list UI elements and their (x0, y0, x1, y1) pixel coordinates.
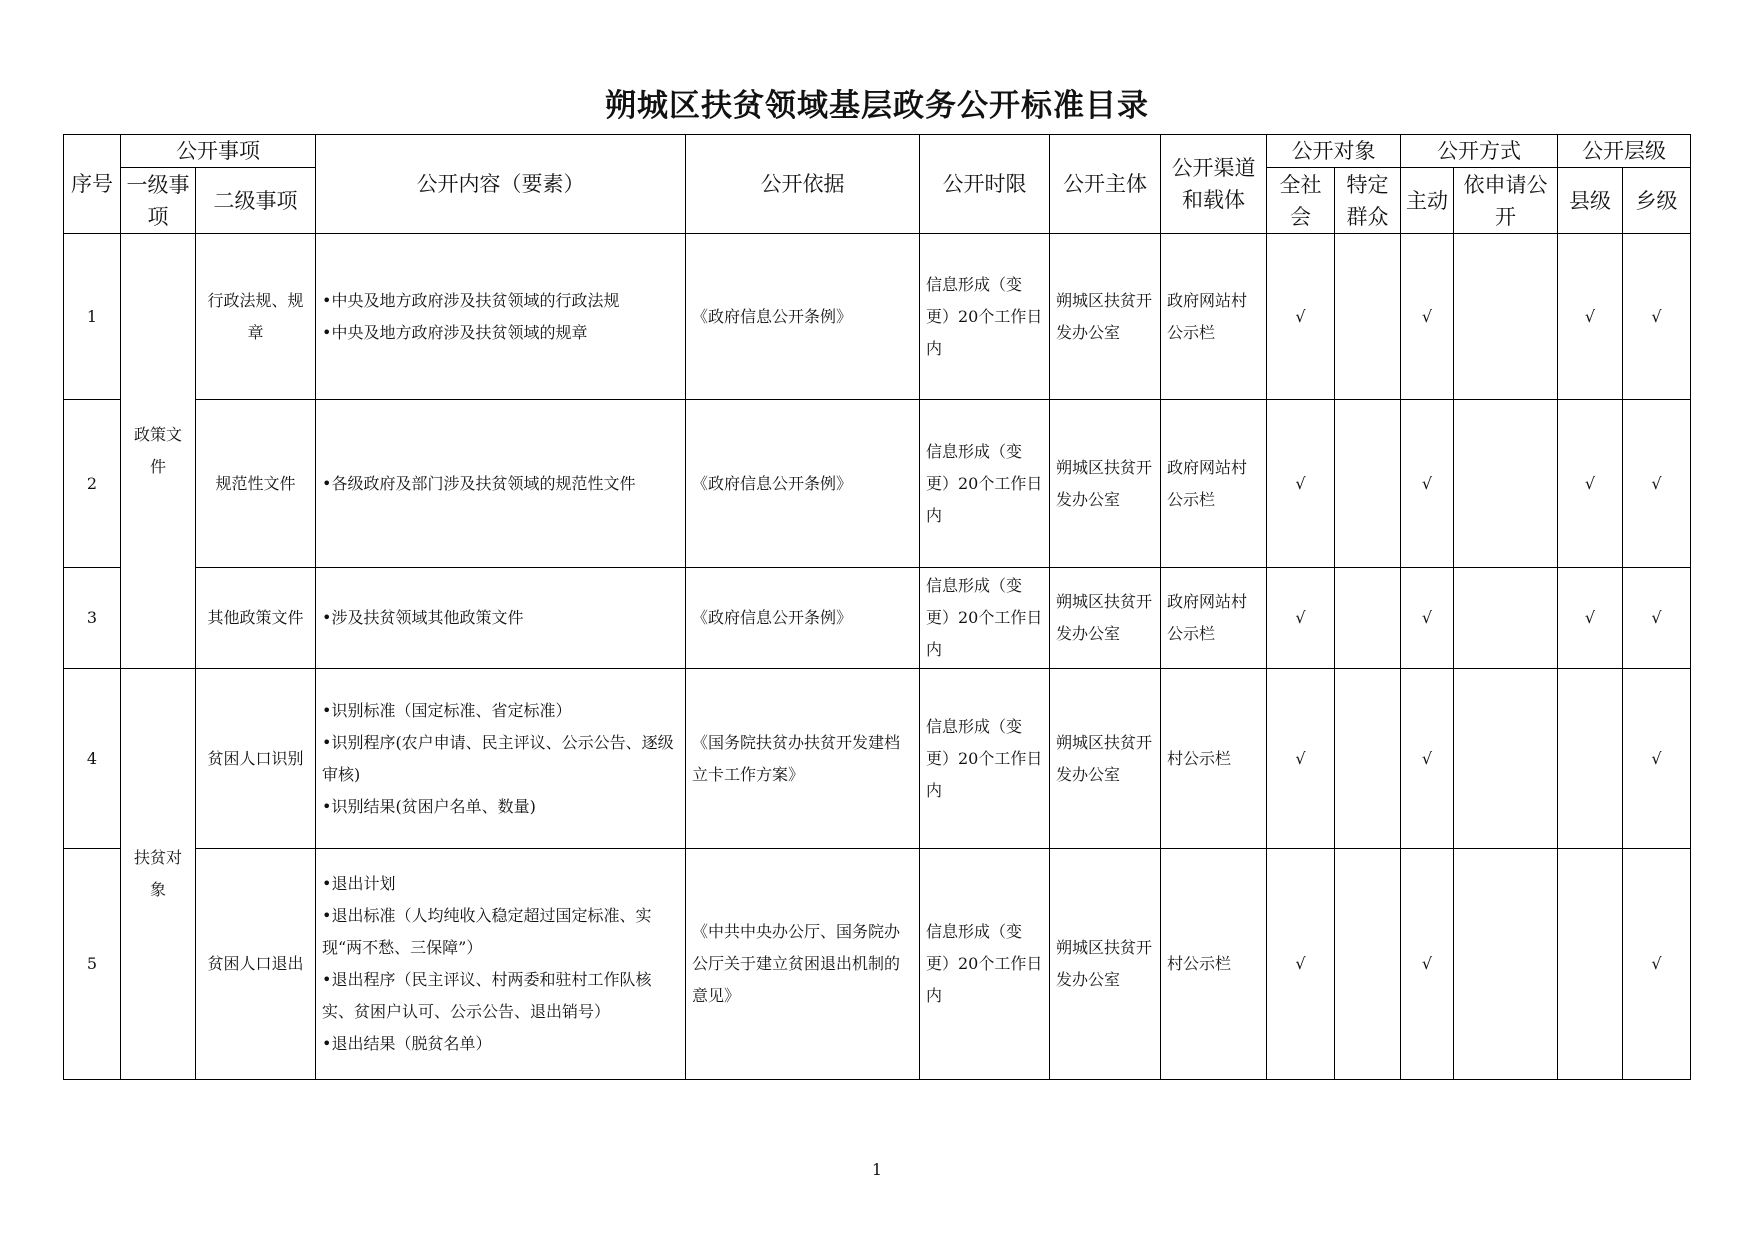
row-subject: 朔城区扶贫开发办公室 (1050, 234, 1161, 400)
check-active: √ (1401, 669, 1454, 849)
check-township: √ (1623, 669, 1691, 849)
row-time-limit: 信息形成（变更）20个工作日内 (920, 669, 1050, 849)
row-level2: 贫困人口退出 (196, 849, 316, 1080)
check-township: √ (1623, 849, 1691, 1080)
check-request (1454, 849, 1558, 1080)
check-request (1454, 669, 1558, 849)
row-level2: 贫困人口识别 (196, 669, 316, 849)
row-time-limit: 信息形成（变更）20个工作日内 (920, 568, 1050, 669)
row-channel: 村公示栏 (1161, 849, 1267, 1080)
table-row (64, 568, 1691, 669)
table-row (64, 400, 1691, 568)
row-seq: 4 (64, 669, 121, 849)
check-specific (1335, 849, 1401, 1080)
check-county: √ (1558, 568, 1623, 669)
row-content (316, 568, 686, 669)
header-level2: 二级事项 (196, 168, 316, 234)
row-seq: 5 (64, 849, 121, 1080)
content-item: •中央及地方政府涉及扶贫领域的行政法规 (322, 290, 620, 310)
header-basis: 公开依据 (686, 135, 920, 234)
content-item: •中央及地方政府涉及扶贫领域的规章 (322, 322, 588, 342)
check-specific (1335, 400, 1401, 568)
header-channel: 公开渠道和载体 (1161, 135, 1267, 234)
check-active: √ (1401, 400, 1454, 568)
header-level1: 一级事项 (121, 168, 196, 234)
row-content (316, 669, 686, 849)
header-level-township: 乡级 (1623, 168, 1691, 234)
row-content (316, 849, 686, 1080)
row-time-limit: 信息形成（变更）20个工作日内 (920, 400, 1050, 568)
header-method-active: 主动 (1401, 168, 1454, 234)
check-all: √ (1267, 669, 1335, 849)
check-request (1454, 568, 1558, 669)
row-channel: 政府网站村公示栏 (1161, 234, 1267, 400)
row-basis: 《政府信息公开条例》 (686, 234, 920, 400)
header-items-group: 公开事项 (121, 135, 316, 168)
row-content (316, 234, 686, 400)
check-all: √ (1267, 849, 1335, 1080)
check-county (1558, 849, 1623, 1080)
check-all: √ (1267, 234, 1335, 400)
row-seq: 1 (64, 234, 121, 400)
header-audience-specific: 特定群众 (1335, 168, 1401, 234)
page-number: 1 (871, 1160, 883, 1179)
content-item: •退出标准（人均纯收入稳定超过国定标准、实现“两不愁、三保障”） (322, 906, 652, 957)
header-content: 公开内容（要素） (316, 135, 686, 234)
row-channel: 政府网站村公示栏 (1161, 568, 1267, 669)
content-item: •各级政府及部门涉及扶贫领域的规范性文件 (322, 473, 636, 493)
check-specific (1335, 669, 1401, 849)
header-subject: 公开主体 (1050, 135, 1161, 234)
row-basis: 《中共中央办公厅、国务院办公厅关于建立贫困退出机制的意见》 (686, 849, 920, 1080)
row-seq: 3 (64, 568, 121, 669)
check-request (1454, 400, 1558, 568)
table-row (64, 234, 1691, 400)
check-all: √ (1267, 568, 1335, 669)
header-row-1 (64, 135, 1691, 168)
check-specific (1335, 568, 1401, 669)
row-channel: 政府网站村公示栏 (1161, 400, 1267, 568)
row-time-limit: 信息形成（变更）20个工作日内 (920, 234, 1050, 400)
check-county: √ (1558, 400, 1623, 568)
catalog-table (63, 134, 1691, 1080)
check-township: √ (1623, 234, 1691, 400)
row-level2: 行政法规、规章 (196, 234, 316, 400)
check-all: √ (1267, 400, 1335, 568)
row-level2: 其他政策文件 (196, 568, 316, 669)
row-subject: 朔城区扶贫开发办公室 (1050, 669, 1161, 849)
content-item: •涉及扶贫领域其他政策文件 (322, 608, 524, 627)
check-active: √ (1401, 849, 1454, 1080)
check-request (1454, 234, 1558, 400)
category-cell: 政策文件 (121, 234, 196, 669)
header-time-limit: 公开时限 (920, 135, 1050, 234)
content-item: •识别程序(农户申请、民主评议、公示公告、逐级审核) (322, 732, 674, 784)
table-row (64, 849, 1691, 1080)
header-level-group: 公开层级 (1558, 135, 1691, 168)
check-specific (1335, 234, 1401, 400)
header-seq: 序号 (64, 135, 121, 234)
header-method-group: 公开方式 (1401, 135, 1558, 168)
content-item: •识别结果(贫困户名单、数量) (322, 796, 536, 816)
row-level2: 规范性文件 (196, 400, 316, 568)
row-basis: 《政府信息公开条例》 (686, 400, 920, 568)
header-audience-group: 公开对象 (1267, 135, 1401, 168)
header-method-request: 依申请公开 (1454, 168, 1558, 234)
row-subject: 朔城区扶贫开发办公室 (1050, 849, 1161, 1080)
header-level-county: 县级 (1558, 168, 1623, 234)
check-township: √ (1623, 400, 1691, 568)
row-channel: 村公示栏 (1161, 669, 1267, 849)
table-row (64, 669, 1691, 849)
row-content (316, 400, 686, 568)
check-active: √ (1401, 234, 1454, 400)
content-item: •退出结果（脱贫名单） (322, 1034, 492, 1053)
check-county (1558, 669, 1623, 849)
content-item: •识别标准（国定标准、省定标准） (322, 700, 572, 720)
row-basis: 《国务院扶贫办扶贫开发建档立卡工作方案》 (686, 669, 920, 849)
document-title: 朔城区扶贫领域基层政务公开标准目录 (605, 88, 1149, 124)
row-time-limit: 信息形成（变更）20个工作日内 (920, 849, 1050, 1080)
header-audience-all: 全社会 (1267, 168, 1335, 234)
content-item: •退出程序（民主评议、村两委和驻村工作队核实、贫困户认可、公示公告、退出销号） (322, 970, 652, 1021)
row-basis: 《政府信息公开条例》 (686, 568, 920, 669)
check-county: √ (1558, 234, 1623, 400)
category-cell: 扶贫对象 (121, 669, 196, 1080)
check-active: √ (1401, 568, 1454, 669)
check-township: √ (1623, 568, 1691, 669)
row-subject: 朔城区扶贫开发办公室 (1050, 568, 1161, 669)
row-subject: 朔城区扶贫开发办公室 (1050, 400, 1161, 568)
row-seq: 2 (64, 400, 121, 568)
content-item: •退出计划 (322, 874, 396, 893)
